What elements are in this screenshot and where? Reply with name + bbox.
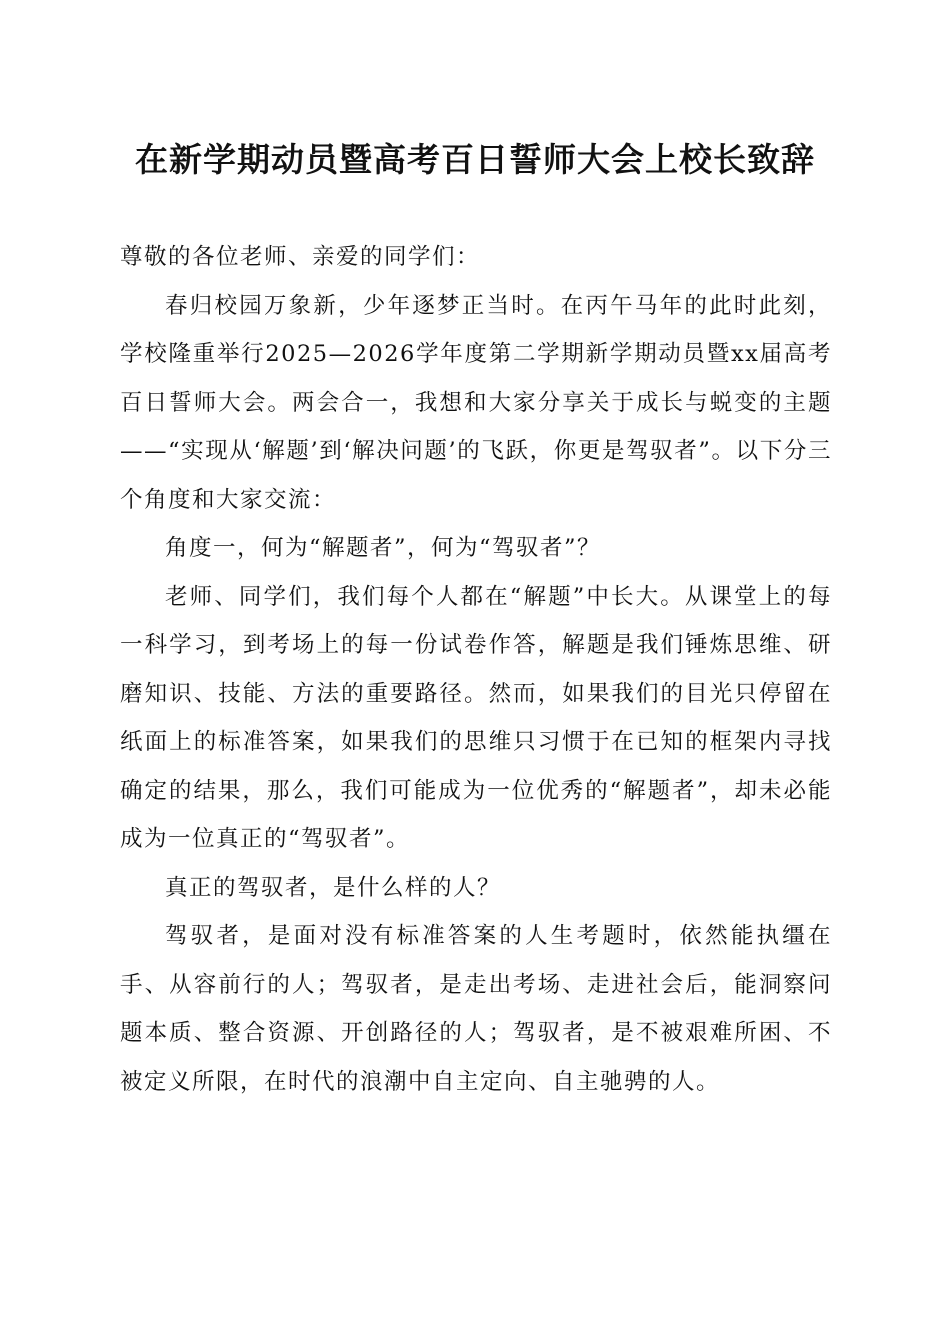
paragraph-master-definition: 驾驭者，是面对没有标准答案的人生考题时，依然能执缰在手、从容前行的人；驾驭者，是走出考场、走进社会后，能洞察问题本质、整合资源、开创路径的人；驾驭者，是不被艰难所困、不被定义所限，在时代的浪潮中自主定向、自主驰骋的人。 bbox=[120, 923, 832, 1095]
salutation: 尊敬的各位老师、亲爱的同学们： bbox=[120, 244, 481, 270]
paragraph-question: 真正的驾驭者，是什么样的人？ bbox=[165, 874, 502, 901]
paragraph-opening: 春归校园万象新，少年逐梦正当时。在丙午马年的此时此刻，学校隆重举行2025—2026学年度第二学期新学期动员暨xx届高考百日誓师大会。两会合一，我想和大家分享关于成长与蜕变的主题——“实现从‘解题’到‘解决问题’的飞跃，你更是驾驭者”。以下分三个角度和大家交流： bbox=[120, 292, 832, 513]
paragraph-problem-solver: 老师、同学们，我们每个人都在“解题”中长大。从课堂上的每一科学习，到考场上的每一份试卷作答，解题是我们锤炼思维、研磨知识、技能、方法的重要路径。然而，如果我们的目光只停留在纸面上的标准答案，如果我们的思维只习惯于在已知的框架内寻找确定的结果，那么，我们可能成为一位优秀的“解题者”，却未必能成为一位真正的“驾驭者”。 bbox=[120, 583, 832, 852]
paragraph-section-heading-1: 角度一，何为“解题者”，何为“驾驭者”？ bbox=[165, 535, 602, 561]
document-title: 在新学期动员暨高考百日誓师大会上校长致辞 bbox=[135, 140, 815, 179]
document-body bbox=[120, 233, 832, 1106]
